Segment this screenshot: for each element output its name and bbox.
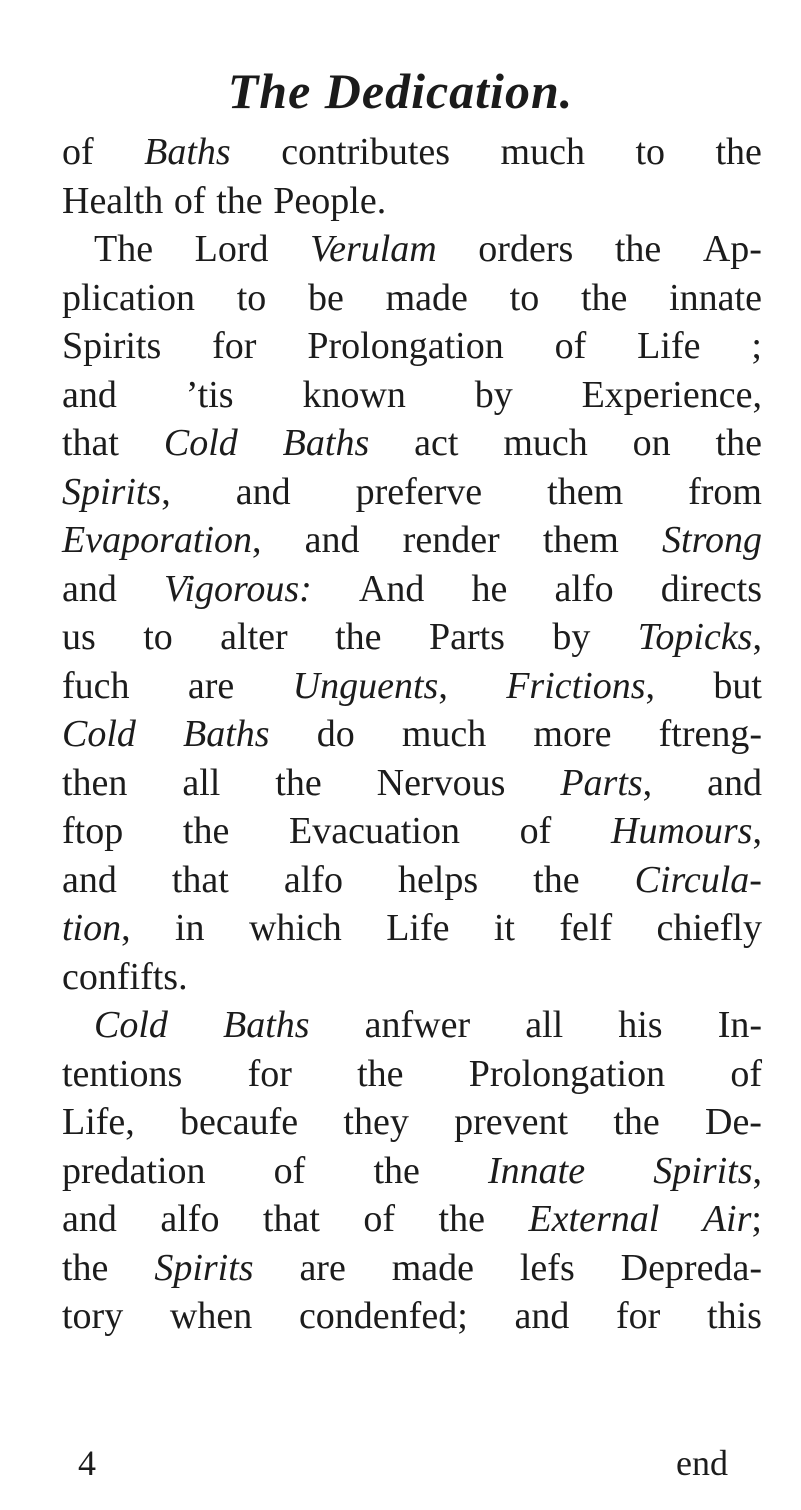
word: the <box>438 1198 485 1240</box>
word: the <box>275 761 322 804</box>
word: becaufe <box>180 1101 299 1143</box>
word: us <box>62 616 96 658</box>
word: preferve <box>355 470 483 513</box>
word: Cold <box>94 1004 168 1046</box>
text-line <box>62 807 762 856</box>
text-line <box>62 468 762 517</box>
word: his <box>618 1004 663 1046</box>
word: Spirits <box>62 325 162 367</box>
word: anfwer <box>364 1004 471 1046</box>
text-line <box>62 1050 762 1099</box>
word: render <box>402 519 500 561</box>
word: and <box>707 761 762 804</box>
word: do <box>316 713 355 755</box>
running-header: The Dedication. <box>227 63 574 119</box>
word: of <box>363 1198 396 1240</box>
text-line <box>62 565 762 614</box>
word: Verulam <box>310 228 437 270</box>
word: and <box>62 567 117 610</box>
word: it <box>493 907 515 949</box>
word: made <box>391 1246 474 1289</box>
word: De- <box>705 1101 762 1143</box>
word: Life <box>386 907 450 949</box>
word: to <box>509 276 540 319</box>
word: Topicks, <box>637 616 762 658</box>
word: alfo <box>283 858 343 901</box>
page-footer <box>0 1442 801 1492</box>
word: are <box>299 1246 346 1289</box>
word: all <box>525 1004 564 1046</box>
word: much <box>503 422 588 464</box>
word: orders <box>478 228 574 270</box>
word: on <box>632 422 671 464</box>
word: they <box>343 1101 409 1143</box>
word: and <box>235 470 291 513</box>
text-line <box>62 1195 762 1244</box>
word: Nervous <box>376 761 506 804</box>
text-line <box>62 904 762 953</box>
word: all <box>182 761 221 804</box>
word: he <box>471 567 508 610</box>
word: ’tis <box>185 373 234 416</box>
text-line <box>62 516 762 565</box>
word: Innate <box>488 1149 586 1192</box>
word: Strong <box>662 519 762 561</box>
word: Parts <box>428 616 505 658</box>
word: ; <box>751 325 762 367</box>
word: and <box>62 1198 117 1240</box>
word: that <box>62 422 119 464</box>
text-line <box>62 1147 762 1196</box>
word: of <box>273 1149 306 1192</box>
word: of <box>173 179 206 222</box>
text-line <box>62 177 762 226</box>
text-line <box>62 274 762 323</box>
word: and <box>62 858 117 901</box>
word: the <box>715 131 762 173</box>
text-line <box>62 371 762 420</box>
word: tion, <box>62 907 131 949</box>
word: Spirits, <box>62 470 171 513</box>
word: for <box>247 1052 292 1095</box>
word: this <box>707 1295 762 1337</box>
body-text <box>62 128 762 1341</box>
word: them <box>542 519 619 561</box>
word: And <box>358 567 425 610</box>
signature-mark: 4 <box>78 1443 96 1483</box>
word: the <box>533 858 580 901</box>
word: helps <box>397 858 479 901</box>
text-line <box>62 1244 762 1293</box>
word: Ap- <box>702 228 762 270</box>
word: Prolongation <box>307 325 504 367</box>
word: the <box>182 810 230 852</box>
word: Life <box>637 325 701 367</box>
word: Health <box>62 179 164 222</box>
word: but <box>713 664 762 707</box>
word: and <box>304 519 360 561</box>
word: In- <box>717 1004 762 1046</box>
word: the <box>216 179 263 222</box>
word: of <box>519 810 552 852</box>
text-line <box>62 419 762 468</box>
word: prevent <box>454 1101 569 1143</box>
word: then <box>62 761 128 804</box>
word: Lord <box>194 228 269 270</box>
word: more <box>533 713 612 755</box>
word: the <box>335 616 382 658</box>
word: the <box>580 276 628 319</box>
word: for <box>212 325 257 367</box>
text-line <box>62 1098 762 1147</box>
word: the <box>373 1149 420 1192</box>
word: alfo <box>160 1198 220 1240</box>
word: to <box>143 616 173 658</box>
word: chiefly <box>656 907 762 949</box>
word: the <box>357 1052 404 1095</box>
word: Parts, <box>560 761 653 804</box>
word: alfo <box>554 567 614 610</box>
word: for <box>616 1295 661 1337</box>
word: are <box>187 664 235 707</box>
word: Evaporation, <box>62 519 262 561</box>
word: Spirits <box>154 1246 254 1289</box>
text-line <box>62 1292 762 1341</box>
text-line <box>62 710 762 759</box>
word: innate <box>669 276 762 319</box>
word: by <box>552 616 591 658</box>
word: much <box>500 131 585 173</box>
word: Humours, <box>611 810 762 852</box>
word: and <box>62 373 117 416</box>
word: and <box>514 1295 570 1337</box>
word: Unguents, <box>292 664 448 707</box>
word: Experience, <box>581 373 762 416</box>
word: the <box>614 228 662 270</box>
word: known <box>302 373 406 416</box>
word: People. <box>273 179 387 222</box>
word: Vigorous: <box>164 567 312 610</box>
word: fuch <box>62 664 130 707</box>
word: Prolongation <box>468 1052 666 1095</box>
word: of <box>730 1052 762 1095</box>
text-line <box>62 953 762 1002</box>
word: lefs <box>519 1246 575 1289</box>
word: them <box>547 470 624 513</box>
word: confifts. <box>62 955 188 998</box>
word: Baths <box>183 713 270 755</box>
text-line <box>62 613 762 662</box>
word: Baths <box>144 131 231 173</box>
word: which <box>248 907 342 949</box>
word: Life, <box>62 1101 135 1143</box>
word: tentions <box>62 1052 183 1095</box>
word: The <box>94 228 154 270</box>
word: plication <box>62 276 195 319</box>
word: Circula- <box>634 858 762 901</box>
word: made <box>385 276 468 319</box>
word: Spirits, <box>653 1149 762 1192</box>
word: Baths <box>282 422 370 464</box>
text-line <box>62 1001 762 1050</box>
text-line <box>62 662 762 711</box>
word: condenfed; <box>298 1295 468 1337</box>
text-line <box>62 322 762 371</box>
word: predation <box>62 1149 206 1192</box>
text-line <box>62 856 762 905</box>
text-line <box>62 759 762 808</box>
word: be <box>308 276 344 319</box>
word: from <box>688 470 762 513</box>
word: that <box>171 858 229 901</box>
word: act <box>414 422 459 464</box>
text-line <box>62 225 762 274</box>
word: Frictions, <box>506 664 656 707</box>
word: to <box>635 131 666 173</box>
word: that <box>262 1198 320 1240</box>
word: Baths <box>222 1004 310 1046</box>
word: of <box>62 131 94 173</box>
word: contributes <box>281 131 451 173</box>
word: Depreda- <box>620 1246 762 1289</box>
word: to <box>236 276 267 319</box>
word: alter <box>220 616 288 658</box>
word: by <box>474 373 513 416</box>
word: when <box>169 1295 253 1337</box>
word: of <box>554 325 587 367</box>
word: felf <box>559 907 613 949</box>
word: Cold <box>163 422 238 464</box>
catchword: end <box>676 1443 728 1483</box>
word: Cold <box>62 713 136 755</box>
word: External <box>528 1198 660 1240</box>
word: in <box>175 907 205 949</box>
word: Air; <box>702 1198 762 1240</box>
word: tory <box>62 1295 124 1337</box>
word: the <box>715 422 762 464</box>
word: ftreng- <box>658 713 762 755</box>
word: much <box>401 713 487 755</box>
text-line <box>62 128 762 177</box>
word: directs <box>660 567 762 610</box>
word: the <box>613 1101 660 1143</box>
word: the <box>62 1246 109 1289</box>
word: Evacuation <box>289 810 460 852</box>
word: ftop <box>62 810 124 852</box>
